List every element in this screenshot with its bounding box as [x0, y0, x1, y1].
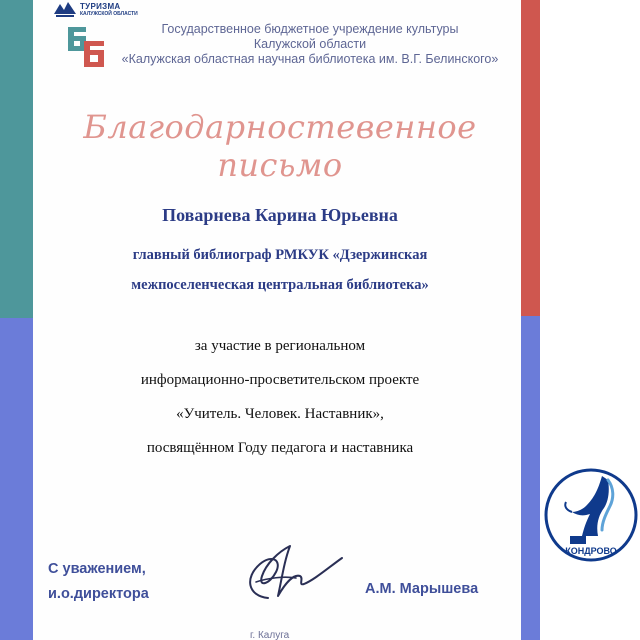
right-blue-band — [521, 316, 540, 640]
header-line-3: «Калужская областная научная библиотека им. В.Г. Белинского» — [121, 52, 499, 66]
ministry-line-1: ТУРИЗМА — [80, 2, 121, 11]
institution-header — [110, 22, 510, 67]
ministry-emblem-icon — [52, 0, 78, 18]
kondrovo-library-logo-icon — [542, 466, 640, 564]
ministry-line-2: КАЛУЖСКОЙ ОБЛАСТИ — [80, 11, 138, 17]
right-red-band — [521, 0, 540, 316]
left-blue-band — [0, 318, 33, 640]
certificate-body — [40, 329, 520, 465]
body-line-1: за участие в региональном — [194, 338, 366, 354]
signer-role: и.о.директора — [48, 586, 149, 602]
recipient-name: Поварнева Карина Юрьевна — [162, 205, 398, 225]
recipient-position — [40, 240, 520, 300]
certificate-title: Благодарностевенное письмо — [83, 108, 477, 184]
left-teal-band — [0, 0, 33, 318]
header-line-1: Государственное бюджетное учреждение культуры — [161, 22, 459, 36]
recipient-position-line-1: главный библиограф РМКУК «Дзержинская — [132, 247, 428, 263]
bb-letters-logo-icon — [66, 25, 106, 69]
body-line-3: «Учитель. Человек. Наставник», — [176, 406, 384, 422]
regards-text: С уважением, — [48, 561, 146, 577]
signer-name: А.М. Марышева — [365, 581, 479, 597]
body-line-4: посвящённом Году педагога и наставника — [146, 440, 414, 456]
kondrovo-label: КОНДРОВО — [565, 546, 617, 556]
footer-city: г. Калуга — [250, 630, 290, 640]
signoff-block — [48, 557, 149, 607]
header-line-2: Калужской области — [253, 37, 367, 51]
handwritten-signature-icon — [238, 538, 344, 606]
ministry-name — [80, 2, 138, 17]
body-line-2: информационно-просветительском проекте — [140, 372, 420, 388]
recipient-position-line-2: межпоселенческая центральная библиотека» — [131, 277, 429, 293]
